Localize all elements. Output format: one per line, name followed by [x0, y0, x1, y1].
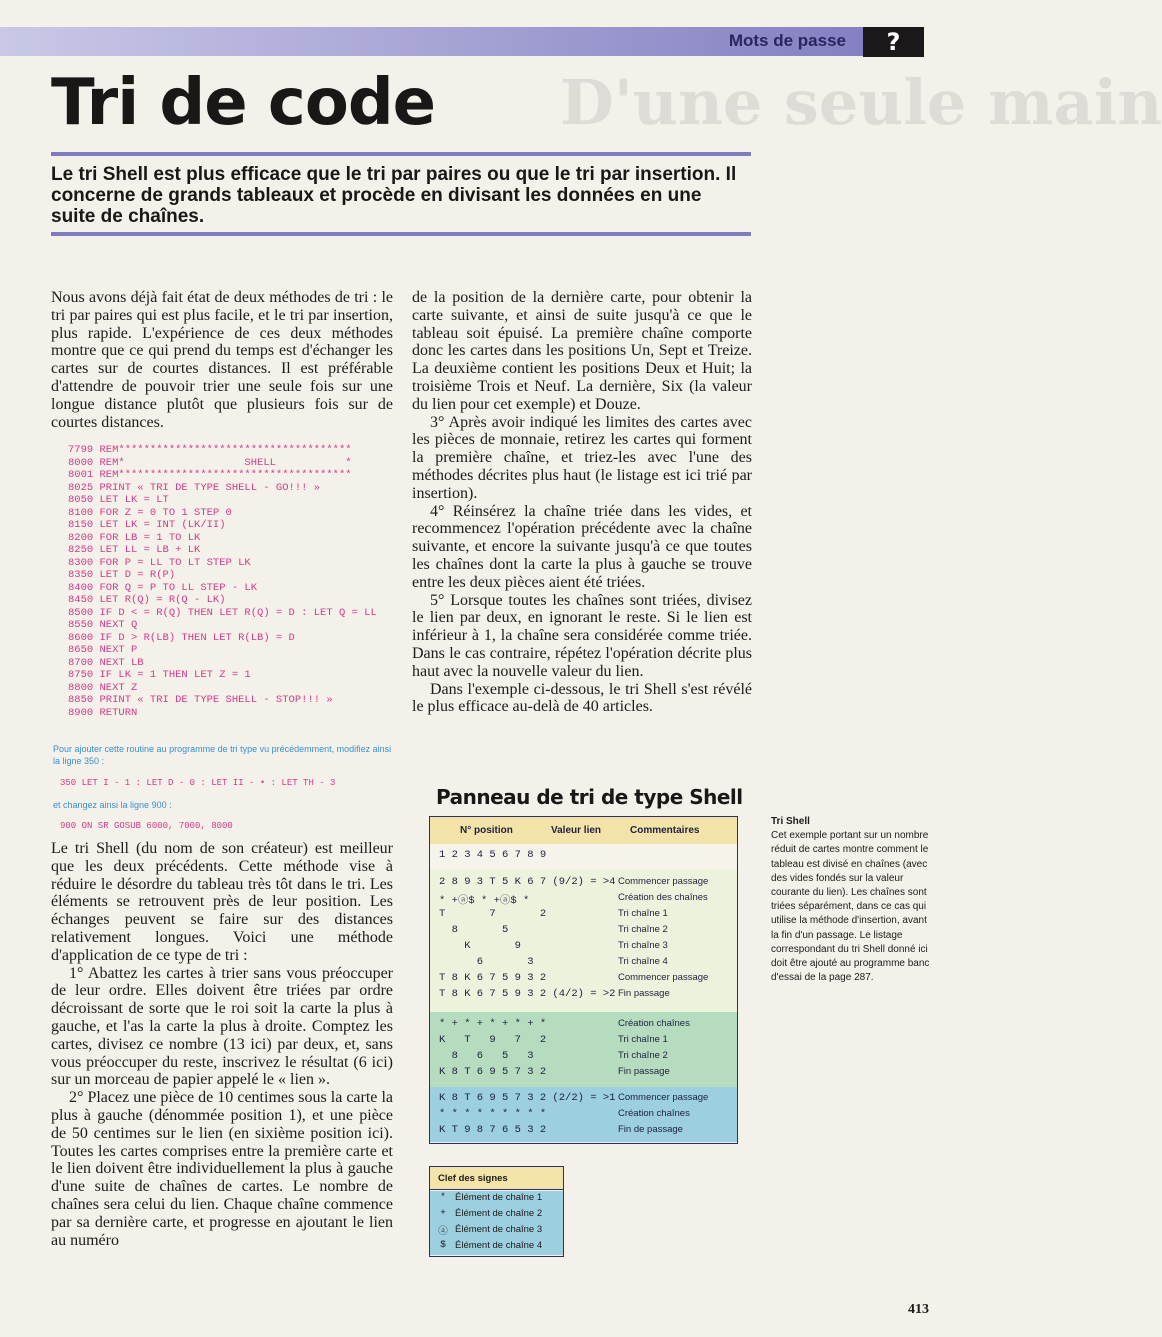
code-note-2-line: 900 ON SR GOSUB 6000, 7000, 8000	[60, 821, 233, 831]
code-line: 8050 LET LK = LT	[68, 494, 169, 506]
table-row: * +ⓐ$ * +ⓐ$ * Création des chaînes	[439, 892, 708, 907]
page-number: 413	[908, 1302, 929, 1317]
paragraph: 2° Placez une pièce de 10 centimes sous la carte la plus à gauche (dénommée position 1), et une pièce de 50 centimes sur le lien (en sixième position ici). Toutes les cartes comprises entre la première carte et le lien doivent être individuellement la plus à gauche d'une suite de chaînes de cartes. Le nombre de chaînes sera celui du lien. Chaque chaîne commence par sa dernière carte, et progresse en ajoutant le lien au numéro	[51, 1089, 393, 1249]
panel-header	[430, 817, 737, 845]
section-badge: ?	[863, 27, 924, 57]
legend-item: ⓐ Élément de chaîne 3	[430, 1223, 563, 1239]
page-title: Tri de code	[51, 66, 436, 140]
code-note-1-line: 350 LET I - 1 : LET D - 0 : LET II - • : LET TH - 3	[60, 778, 336, 788]
paragraph: 1° Abattez les cartes à trier sans vous préoccuper de leur ordre. Elles doivent être triées par ordre décroissant de sorte que le roi soit la carte la plus à gauche, et l'as la carte la plus à droite. Comptez les cartes, divisez ce nombre (13 ici) par deux, et, sans vous préoccuper du reste, inscrivez le résultat (6 ici) sur un morceau de papier appelé le « lien ».	[51, 964, 393, 1089]
header-position: N° position	[460, 825, 513, 836]
legend-item: + Élément de chaîne 2	[430, 1207, 563, 1223]
code-line: 8900 RETURN	[68, 706, 138, 719]
code-line: 8350 LET D = R(P)	[68, 569, 176, 581]
code-note-1: Pour ajouter cette routine au programme de tri type vu précédemment, modifiez ainsi la ligne 350 :	[53, 744, 392, 766]
table-row: K T 9 8 7 6 5 3 2 Fin de passage	[439, 1124, 683, 1136]
code-line: 8600 IF D > R(LB) THEN LET R(LB) = D	[68, 631, 295, 644]
column-1-bottom	[51, 840, 393, 1249]
legend-box	[429, 1166, 564, 1257]
table-row: K 8 T 6 9 5 7 3 2 Fin passage	[439, 1066, 670, 1078]
code-line: 8000 REM* SHELL *	[68, 456, 352, 469]
paragraph: 4° Réinsérez la chaîne triée dans les vides, et recommencez l'opération précédente avec la chaîne suivante, et encore la suivante jusqu'à ce que toutes les chaînes dont la carte la plus à gauche se trouve entre les deux pièces aient été triées.	[412, 502, 752, 591]
table-row: 8 6 5 3 Tri chaîne 2	[439, 1050, 668, 1062]
rule-top	[51, 152, 751, 156]
code-line: 7799 REM*************************************	[68, 444, 352, 456]
intro-paragraph: Le tri Shell est plus efficace que le tri par paires ou que le tri par insertion. Il concerne de grands tableaux et procède en divisant les données en une suite de chaînes.	[51, 164, 737, 227]
paragraph: 5° Lorsque toutes les chaînes sont triées, divisez le lien par deux, en ignorant le reste. Si le lien est inférieur à 1, la chaîne sera considérée comme triée. Dans le cas contraire, répétez l'opération décrite plus haut avec la nouvelle valeur du lien.	[412, 591, 752, 680]
legend-item: * Élément de chaîne 1	[430, 1191, 563, 1207]
table-row: T 7 2 Tri chaîne 1	[439, 908, 668, 920]
positions-row	[430, 844, 737, 870]
table-row: 2 8 9 3 T 5 K 6 7 (9/2) = >4 Commencer passage	[439, 876, 709, 888]
code-line: 8650 NEXT P	[68, 644, 138, 656]
pass-2-section	[430, 1012, 737, 1088]
code-line: 8450 LET R(Q) = R(Q - LK)	[68, 594, 226, 606]
table-row: * * * * * * * * * Création chaînes	[439, 1108, 690, 1120]
header-link: Valeur lien	[551, 825, 602, 836]
code-line: 8150 LET LK = INT (LK/II)	[68, 519, 226, 531]
legend-item: $ Élément de chaîne 4	[430, 1239, 563, 1255]
header-comments: Commentaires	[630, 825, 700, 836]
code-line: 8800 NEXT Z	[68, 681, 138, 694]
paragraph: Le tri Shell (du nom de son créateur) est meilleur que les deux précédents. Cette méthode vise à réduire le désordre du tableau très tôt dans le tri. Les éléments se retrouvent près de leur position. Les échanges peuvent se faire sur des distances relativement longues. Voici une méthode d'application de ce type de tri :	[51, 840, 393, 964]
code-note-2: et changez ainsi la ligne 900 :	[53, 800, 172, 810]
table-row: 6 3 Tri chaîne 4	[439, 956, 668, 968]
code-line: 8850 PRINT « TRI DE TYPE SHELL - STOP!!! »	[68, 694, 333, 706]
code-line: 8300 FOR P = LL TO LT STEP LK	[68, 556, 251, 569]
table-row: K 9 Tri chaîne 3	[439, 940, 668, 952]
paragraph: Nous avons déjà fait état de deux méthodes de tri : le tri par paires qui est plus facile, et le tri par insertion, plus rapide. L'expérience de ces deux méthodes montre que ce qui prend du temps est d'échanger les cartes sur de courtes distances. Il est préférable d'attendre de pouvoir trier une seule fois sur une longue distance plutôt que plusieurs fois sur de courtes distances.	[51, 289, 393, 431]
section-label: Mots de passe	[728, 31, 846, 50]
column-1-top	[51, 289, 393, 431]
positions-sequence: 1 2 3 4 5 6 7 8 9	[439, 849, 547, 861]
code-line: 8550 NEXT Q	[68, 619, 138, 631]
code-line: 8700 NEXT LB	[68, 656, 144, 669]
code-line: 8100 FOR Z = 0 TO 1 STEP 0	[68, 506, 232, 519]
paragraph: de la position de la dernière carte, pour obtenir la carte suivante, et ainsi de suite jusqu'à ce que le tableau soit épuisé. La première chaîne comporte donc les cartes dans les positions Un, Sept et Treize. La deuxième contient les positions Deux et Huit; la troisième Trois et Neuf. La dernière, Six (la valeur du lien pour cet exemple) et Douze.	[412, 289, 752, 413]
basic-listing	[68, 444, 377, 719]
code-line: 8200 FOR LB = 1 TO LK	[68, 531, 201, 544]
pass-3-section	[430, 1087, 737, 1142]
paragraph: 3° Après avoir indiqué les limites des cartes avec les pièces de monnaie, retirez les cartes qui forment la première chaîne, et triez-les avec l'une des méthodes décrites plus haut (le listage est ici trié par insertion).	[412, 413, 752, 502]
code-line: 8025 PRINT « TRI DE TYPE SHELL - GO!!! »	[68, 481, 321, 494]
code-line: 8250 LET LL = LB + LK	[68, 544, 201, 556]
caption-title: Tri Shell	[771, 816, 810, 827]
code-line: 8400 FOR Q = P TO LL STEP - LK	[68, 581, 258, 594]
ghost-title: D'une seule main	[560, 66, 1162, 139]
shell-sort-panel	[429, 816, 738, 1144]
panel-title: Panneau de tri de type Shell	[436, 785, 743, 809]
rule-bottom	[51, 232, 751, 236]
table-row: T 8 K 6 7 5 9 3 2 Commencer passage	[439, 972, 709, 984]
column-2	[412, 289, 752, 716]
table-row: K T 9 7 2 Tri chaîne 1	[439, 1034, 668, 1046]
legend-title: Clef des signes	[438, 1173, 508, 1184]
code-line: 8500 IF D < = R(Q) THEN LET R(Q) = D : LET Q = LL	[68, 606, 377, 619]
paragraph: Dans l'exemple ci-dessous, le tri Shell s'est révélé le plus efficace au-delà de 40 articles.	[412, 680, 752, 716]
legend-header	[430, 1167, 563, 1190]
table-row: 8 5 Tri chaîne 2	[439, 924, 668, 936]
table-row: T 8 K 6 7 5 9 3 2 (4/2) = >2 Fin passage	[439, 988, 670, 1000]
code-line: 8750 IF LK = 1 THEN LET Z = 1	[68, 669, 251, 681]
figure-caption	[771, 815, 935, 985]
code-line: 8001 REM*************************************	[68, 469, 352, 481]
table-row: * + * + * + * + * Création chaînes	[439, 1018, 690, 1030]
caption-body: Cet exemple portant sur un nombre réduit de cartes montre comment le tableau est divisé en chaînes (avec des vides fondés sur la valeur courante du lien). Les chaînes sont triées séparément, dans ce cas qui utilise la méthode d'insertion, avant la fin d'un passage. Le listage correspondant du tri Shell donné ici doit être ajouté au programme banc d'essai de la page 287.	[771, 830, 930, 984]
pass-1-section	[430, 869, 737, 1013]
table-row: K 8 T 6 9 5 7 3 2 (2/2) = >1 Commencer passage	[439, 1092, 709, 1104]
